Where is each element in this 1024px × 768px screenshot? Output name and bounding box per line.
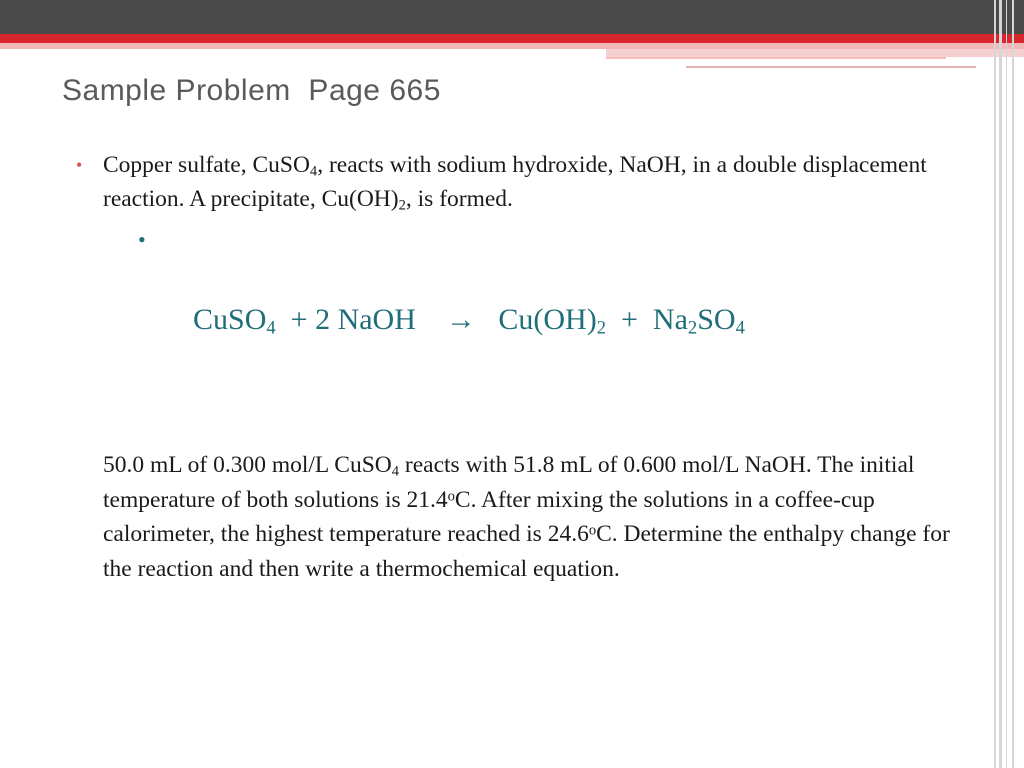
slide-title: Sample Problem Page 665 — [62, 74, 441, 107]
slide-content — [76, 148, 976, 586]
reaction-equation — [76, 220, 976, 380]
header-thin-line-2 — [686, 66, 976, 68]
problem-statement: 50.0 mL of 0.300 mol/L CuSO$_4$ reacts with 51.8 mL of 0.600 mol/L NaOH. The initial temperature of both solutions is 21.4$^o$C. After mixing the solutions in a coffee-cup calorimeter, the highest temperature reached is 24.6$^o$C. Determine the enthalpy change for the reaction and then write a thermochemical equation. — [103, 452, 950, 582]
intro-text: Copper sulfate, CuSO$_4$, reacts with sodium hydroxide, NaOH, in a double displacement reaction. A precipitate, $Cu(OH)_2$, is formed. — [103, 152, 927, 214]
header-thin-line — [606, 57, 946, 59]
bullet-dot-icon: • — [76, 155, 83, 175]
right-edge-decoration — [990, 0, 1024, 768]
intro-bullet — [76, 148, 976, 216]
header-pink-bar-secondary — [606, 49, 1024, 57]
header-dark-bar — [0, 0, 1024, 34]
header-red-bar — [0, 34, 1024, 43]
equation-text: CuSO$_4$ + 2 NaOH → $Cu(OH)_2 + Na_2SO_4$ — [193, 303, 745, 339]
equation-bullet-icon: • — [138, 227, 146, 252]
